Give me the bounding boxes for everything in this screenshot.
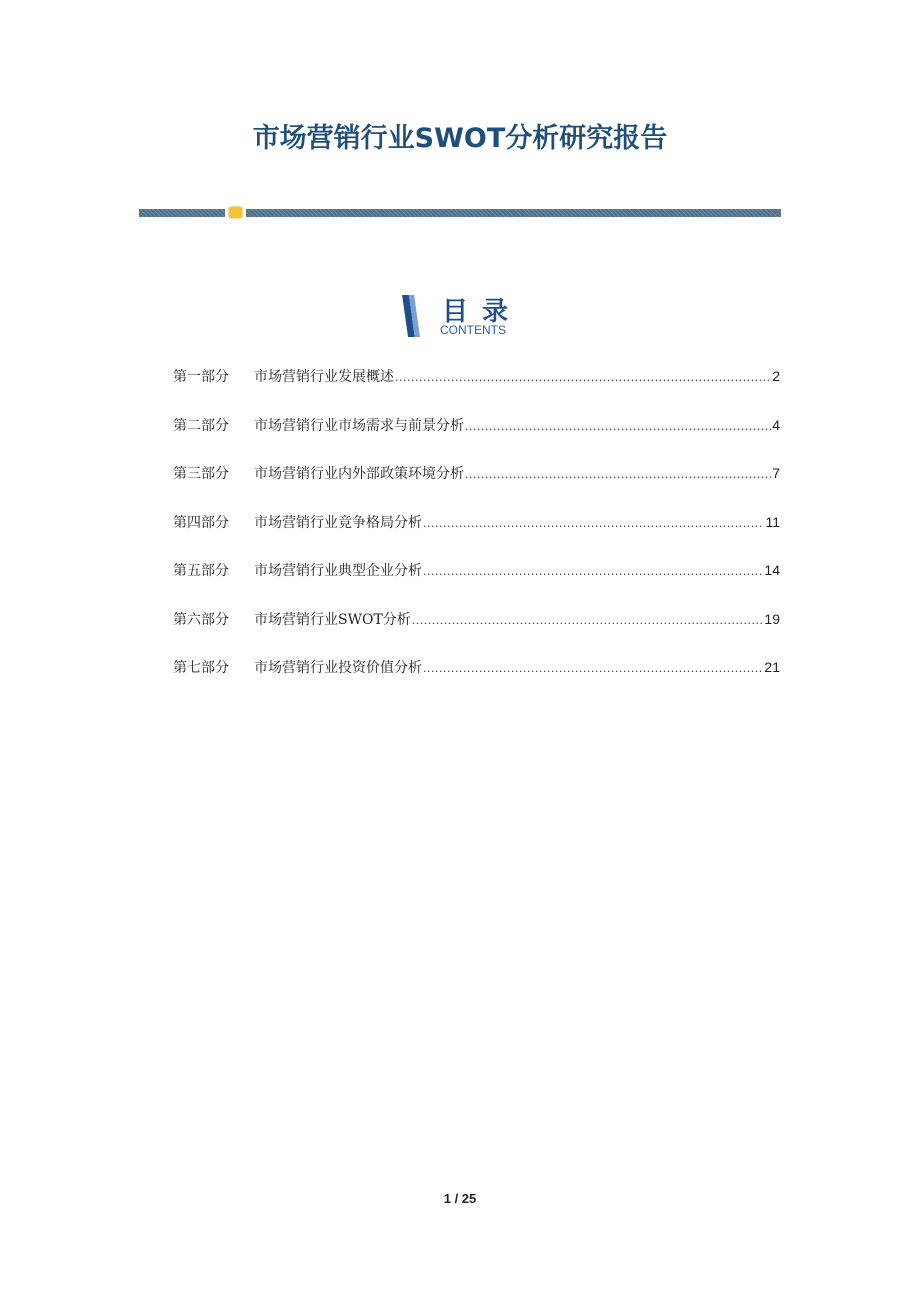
toc-entry[interactable] bbox=[173, 415, 780, 464]
toc-page-number: 7 bbox=[772, 465, 780, 481]
toc-bar-icon bbox=[402, 295, 420, 337]
toc-heading-zh: 目录 bbox=[442, 297, 523, 327]
toc-heading bbox=[408, 295, 528, 340]
toc-page-number: 14 bbox=[764, 562, 780, 578]
toc-page-number: 19 bbox=[764, 610, 780, 627]
toc-entry[interactable] bbox=[173, 560, 780, 609]
toc-part-label: 第五部分 bbox=[173, 563, 229, 579]
toc-leader-dots bbox=[423, 662, 763, 675]
toc-entry-title: 市场营销行业市场需求与前景分析 bbox=[254, 417, 464, 434]
toc-part-label: 第六部分 bbox=[173, 611, 229, 628]
toc-part-label: 第七部分 bbox=[173, 660, 229, 676]
document-title: 市场营销行业SWOT分析研究报告 bbox=[252, 123, 668, 154]
toc-leader-dots bbox=[423, 517, 764, 530]
toc-entry[interactable] bbox=[173, 463, 780, 512]
toc-leader-dots bbox=[412, 614, 764, 627]
toc-page-number: 2 bbox=[772, 368, 780, 384]
toc-page-number: 11 bbox=[765, 513, 780, 530]
toc-entry-title: 市场营销行业竞争格局分析 bbox=[254, 514, 422, 531]
toc-page-number: 21 bbox=[764, 659, 780, 675]
table-of-contents bbox=[173, 366, 780, 706]
toc-entry-title: 市场营销行业SWOT分析 bbox=[254, 611, 411, 628]
title-divider-right bbox=[246, 209, 781, 217]
toc-page-number: 4 bbox=[772, 416, 780, 433]
toc-entry-title: 市场营销行业发展概述 bbox=[254, 369, 394, 385]
toc-leader-dots bbox=[423, 565, 763, 578]
toc-heading-en: CONTENTS bbox=[440, 323, 506, 337]
toc-leader-dots bbox=[395, 371, 771, 384]
toc-entry-title: 市场营销行业投资价值分析 bbox=[254, 660, 422, 676]
toc-part-label: 第一部分 bbox=[173, 369, 229, 385]
toc-part-label: 第二部分 bbox=[173, 417, 229, 434]
toc-entry-title: 市场营销行业典型企业分析 bbox=[254, 563, 422, 579]
divider-badge-icon bbox=[229, 207, 242, 218]
title-divider-left bbox=[139, 209, 225, 217]
page-indicator: 1 / 25 bbox=[443, 1191, 477, 1206]
toc-entry[interactable] bbox=[173, 366, 780, 415]
toc-leader-dots bbox=[465, 420, 771, 433]
toc-part-label: 第四部分 bbox=[173, 514, 229, 531]
toc-leader-dots bbox=[465, 468, 771, 481]
toc-entry[interactable] bbox=[173, 512, 780, 561]
toc-entry[interactable] bbox=[173, 609, 780, 658]
toc-part-label: 第三部分 bbox=[173, 466, 229, 482]
toc-entry[interactable] bbox=[173, 657, 780, 706]
toc-entry-title: 市场营销行业内外部政策环境分析 bbox=[254, 466, 464, 482]
